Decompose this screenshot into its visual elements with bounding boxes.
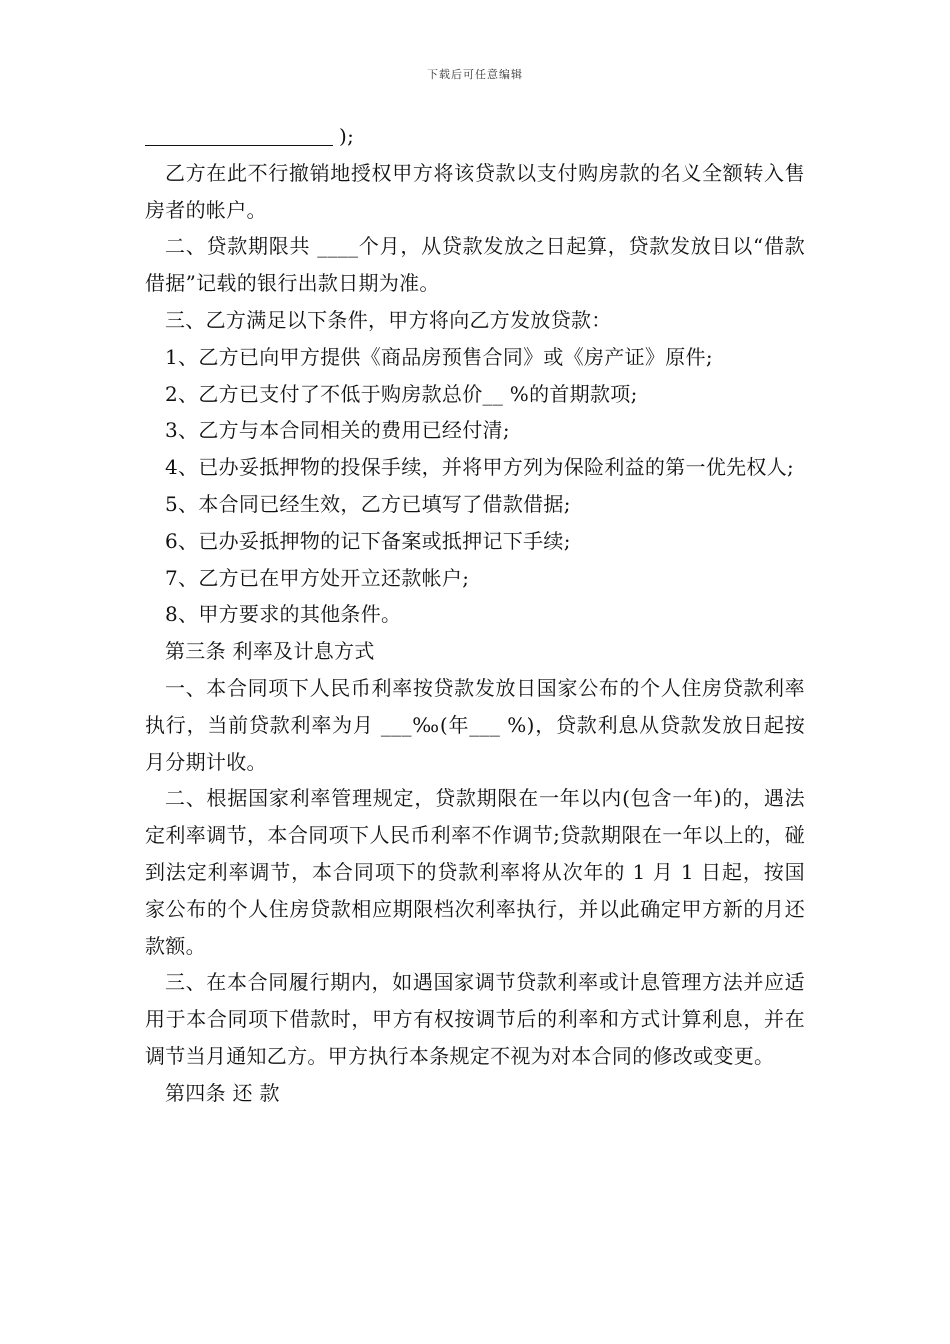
condition-item-4: 4、已办妥抵押物的投保手续，并将甲方列为保险利益的第一优先权人;: [165, 455, 795, 480]
page-header: 下载后可任意编辑: [427, 68, 523, 81]
section-heading-article-4: 第四条 还 款: [165, 1080, 280, 1105]
condition-item-7: 7、乙方已在甲方处开立还款帐户;: [165, 565, 470, 590]
condition-item-8: 8、甲方要求的其他条件。: [165, 602, 402, 627]
document-body: [145, 118, 805, 1112]
section-heading-article-3: 第三条 利率及计息方式: [165, 639, 375, 664]
paragraph-loan-term: 二、贷款期限共 ____个月，从贷款发放之日起算，贷款发放日以“借款借据”记载的银行出款日期为准。: [145, 234, 805, 296]
condition-item-3: 3、乙方与本合同相关的费用已经付清;: [165, 418, 510, 443]
condition-item-2: 2、乙方已支付了不低于购房款总价__ %的首期款项;: [165, 381, 638, 406]
condition-item-6: 6、已办妥抵押物的记下备案或抵押记下手续;: [165, 528, 571, 553]
paragraph-authorization: 乙方在此不行撤销地授权甲方将该贷款以支付购房款的名义全额转入售房者的帐户。: [145, 160, 805, 222]
paragraph-interest-rate: 一、本合同项下人民币利率按贷款发放日国家公布的个人住房贷款利率执行，当前贷款利率为月 ___‰(年___ %)，贷款利息从贷款发放日起按月分期计收。: [145, 675, 805, 774]
paragraph-rate-change-rights: 三、在本合同履行期内，如遇国家调节贷款利率或计息管理方法并应适用于本合同项下借款时，甲方有权按调节后的利率和方式计算利息，并在调节当月通知乙方。甲方执行本条规定不视为对本合同的修改或变更。: [145, 970, 805, 1068]
paragraph-rate-adjustment: 二、根据国家利率管理规定，贷款期限在一年以内(包含一年)的，遇法定利率调节，本合同项下人民币利率不作调节;贷款期限在一年以上的，碰到法定利率调节，本合同项下的贷款利率将从次年的 1 月 1 日起，按国家公布的个人住房贷款相应期限档次利率执行，并以此确定甲方新的月还款额。: [145, 786, 805, 958]
blank-line-paragraph: );: [145, 118, 805, 155]
fill-in-blank: [145, 125, 333, 146]
paragraph-conditions-intro: 三、乙方满足以下条件，甲方将向乙方发放贷款：: [165, 307, 612, 332]
condition-item-5: 5、本合同已经生效，乙方已填写了借款借据;: [165, 491, 571, 516]
condition-item-1: 1、乙方已向甲方提供《商品房预售合同》或《房产证》原件;: [165, 344, 713, 369]
